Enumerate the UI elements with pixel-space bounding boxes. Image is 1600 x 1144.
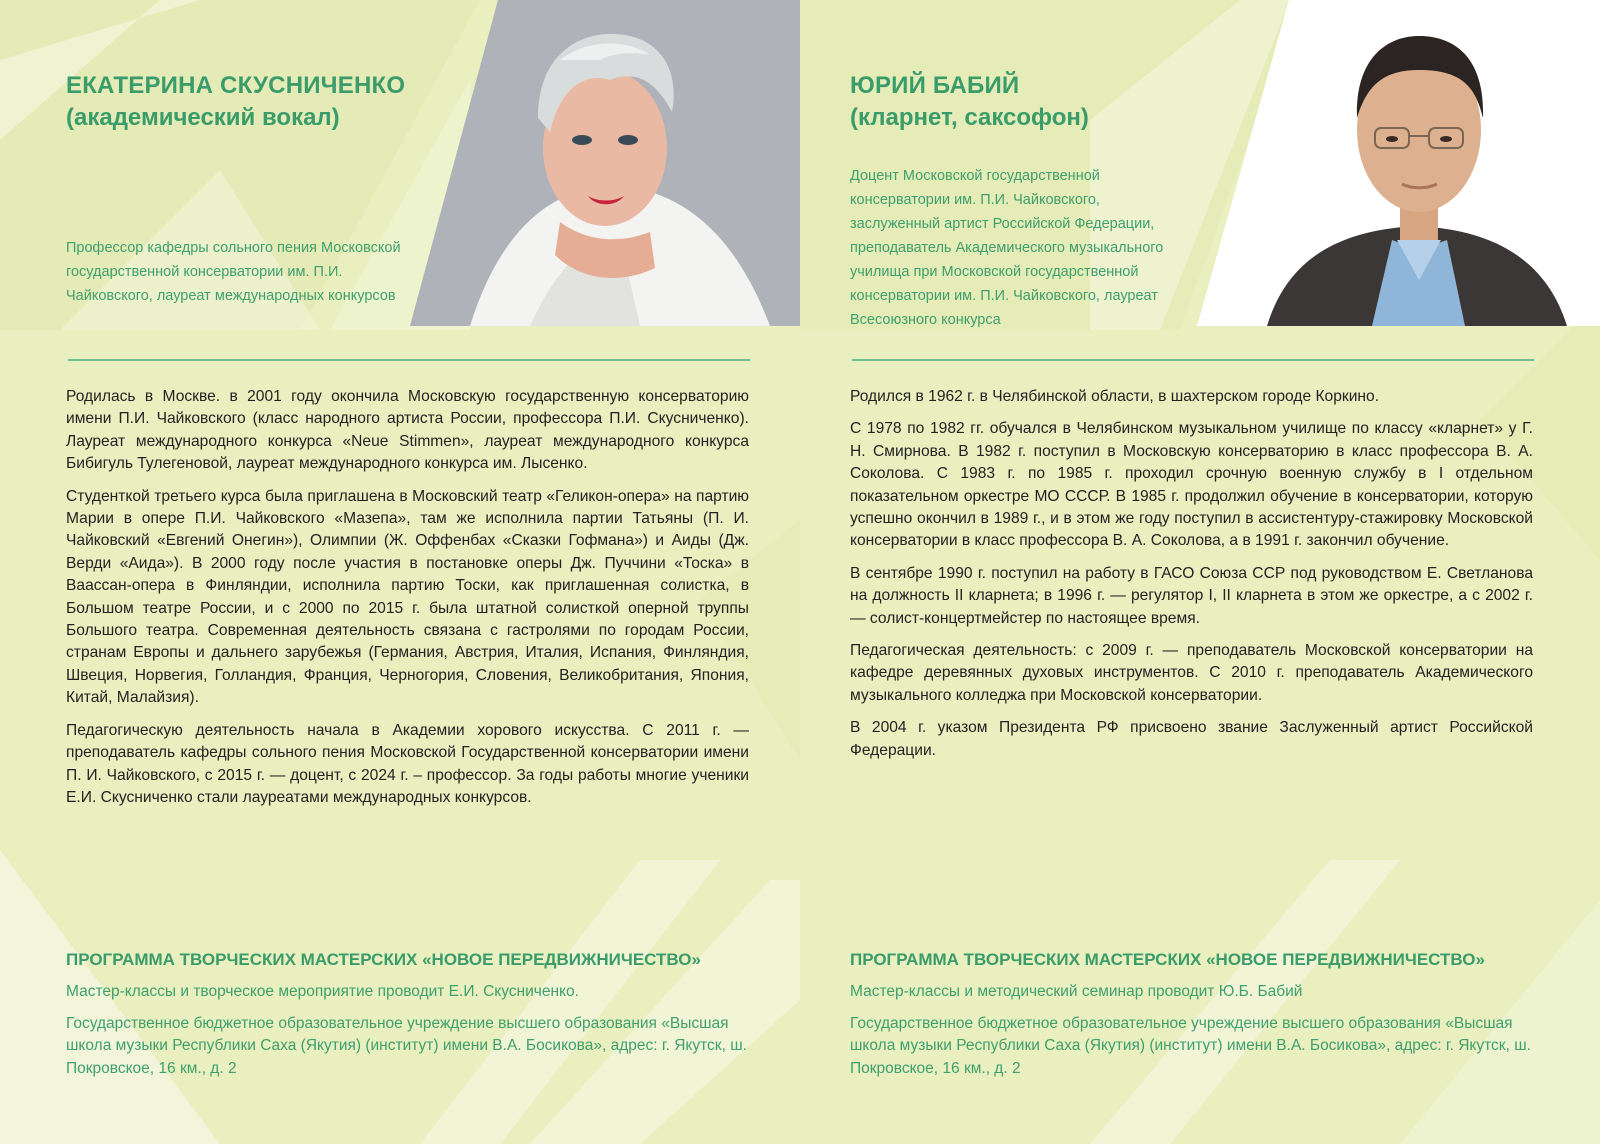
right-profile-panel bbox=[800, 0, 1600, 1144]
left-bio-paragraph: Педагогическую деятельность начала в Академии хорового искусства. С 2011 г. — преподаватель кафедры сольного пения Московской Государственной консерватории имени П. И. Чайковского, с 2015 г. — доцент, с 2024 г. – профессор. За годы работы многие ученики Е.И. Скусниченко стали лауреатами международных конкурсов. bbox=[66, 721, 749, 806]
right-program-event: Мастер-классы и методический семинар проводит Ю.Б. Бабий bbox=[850, 983, 1303, 1000]
left-bio-paragraph: Родилась в Москве. в 2001 году окончила Московскую государственную консерваторию имени П.И. Чайковского (класс народного артиста России, профессора П.И. Скусниченко). Лауреат международного конкурса «Neue Stimmen», лауреат международного конкурса Бибигуль Тулегеновой, лауреат международного конкурса им. Лысенко. bbox=[66, 388, 749, 473]
right-bio-paragraph: Родился в 1962 г. в Челябинской области, в шахтерском городе Коркино. bbox=[850, 388, 1380, 405]
right-bio-paragraph: С 1978 по 1982 гг. обучался в Челябинском музыкальном училище по классу «кларнет» у Г. Н. Смирнова. В 1982 г. поступил в Московскую консерваторию в класс профессора В. А. Соколова. С 1983 г. по 1985 г. проходил срочную военную службу в I отдельном показательном оркестре МО СССР. В 1985 г. продолжил обучение в консерватории, которую успешно окончил в 1989 г., и в этом же году поступил в ассистентуру-стажировку Московской консерватории в класс профессора В. А. Соколова, а в 1991 г. закончил обучение. bbox=[850, 420, 1533, 550]
left-program-venue: Государственное бюджетное образовательное учреждение высшего образования «Высшая школа музыки Республики Саха (Якутия) (институт) имени В.А. Босикова», адрес: г. Якутск, ш. Покровское, 16 км., д. 2 bbox=[66, 1014, 747, 1077]
right-divider bbox=[852, 359, 1534, 361]
right-specialty: (кларнет, саксофон) bbox=[850, 104, 1089, 131]
left-specialty: (академический вокал) bbox=[66, 104, 340, 131]
right-biography bbox=[850, 386, 1533, 772]
right-portrait-photo bbox=[1197, 0, 1600, 326]
right-name: ЮРИЙ БАБИЙ bbox=[850, 72, 1020, 99]
left-bio-paragraph: Студенткой третьего курса была приглашена в Московский театр «Геликон-опера» на партию Марии в опере П.И. Чайковского «Мазепа», там же исполнила партии Татьяны (П. И. Чайковский «Евгений Онегин»), Олимпии (Ж. Оффенбах «Сказки Гофмана») и Аиды (Дж. Верди «Аида»). В 2000 году после участия в постановке оперы Дж. Пуччини «Тоска» в Ваассан-опера в Финляндии, исполнила партию Тоски, как приглашенная солистка, в Большом театре России, и с 2000 по 2015 г. была штатной солисткой оперной труппы Большого театра. Современная деятельность связана с гастролями по городам России, странам Европы и дальнего зарубежья (Германия, Австрия, Италия, Испания, Финляндия, Швеция, Норвегия, Голландия, Франция, Черногория, Словения, Великобритания, Япония, Китай, Малайзия). bbox=[66, 487, 749, 707]
left-biography bbox=[66, 386, 749, 819]
left-name: ЕКАТЕРИНА СКУСНИЧЕНКО bbox=[66, 72, 406, 99]
left-portrait-photo bbox=[410, 0, 800, 326]
right-program-title: ПРОГРАММА ТВОРЧЕСКИХ МАСТЕРСКИХ «НОВОЕ ПЕРЕДВИЖНИЧЕСТВО» bbox=[850, 950, 1485, 969]
right-role: Доцент Московской государственной консерватории им. П.И. Чайковского, заслуженный артист Российской Федерации, преподаватель Академического музыкального училища при Московской государственной консерватории им. П.И. Чайковского, лауреат Всесоюзного конкурса bbox=[850, 168, 1164, 328]
right-program-block bbox=[850, 948, 1550, 1089]
left-program-event: Мастер-классы и творческое мероприятие проводит Е.И. Скусниченко. bbox=[66, 983, 579, 1000]
left-divider bbox=[68, 359, 750, 361]
right-bio-paragraph: Педагогическая деятельность: с 2009 г. — преподаватель Московской консерватории на кафедре деревянных духовых инструментов. С 2010 г. преподаватель Академического музыкального колледжа при Московской консерватории. bbox=[850, 642, 1533, 704]
right-program-venue: Государственное бюджетное образовательное учреждение высшего образования «Высшая школа музыки Республики Саха (Якутия) (институт) имени В.А. Босикова», адрес: г. Якутск, ш. Покровское, 16 км., д. 2 bbox=[850, 1014, 1531, 1077]
left-heading bbox=[66, 70, 405, 134]
left-program-title: ПРОГРАММА ТВОРЧЕСКИХ МАСТЕРСКИХ «НОВОЕ ПЕРЕДВИЖНИЧЕСТВО» bbox=[66, 950, 701, 969]
right-bio-paragraph: В 2004 г. указом Президента РФ присвоено звание Заслуженный артист Российской Федерации. bbox=[850, 719, 1533, 759]
left-role: Профессор кафедры сольного пения Московской государственной консерватории им. П.И. Чайковского, лауреат международных конкурсов bbox=[66, 240, 401, 304]
left-program-block bbox=[66, 948, 766, 1089]
right-heading bbox=[850, 70, 1089, 134]
right-bio-paragraph: В сентябре 1990 г. поступил на работу в ГАСО Союза ССР под руководством Е. Светланова на должность II кларнета; в 1996 г. — регулятор I, II кларнета в этом же оркестре, а с 2002 г. — солист-концертмейстер по настоящее время. bbox=[850, 564, 1533, 627]
